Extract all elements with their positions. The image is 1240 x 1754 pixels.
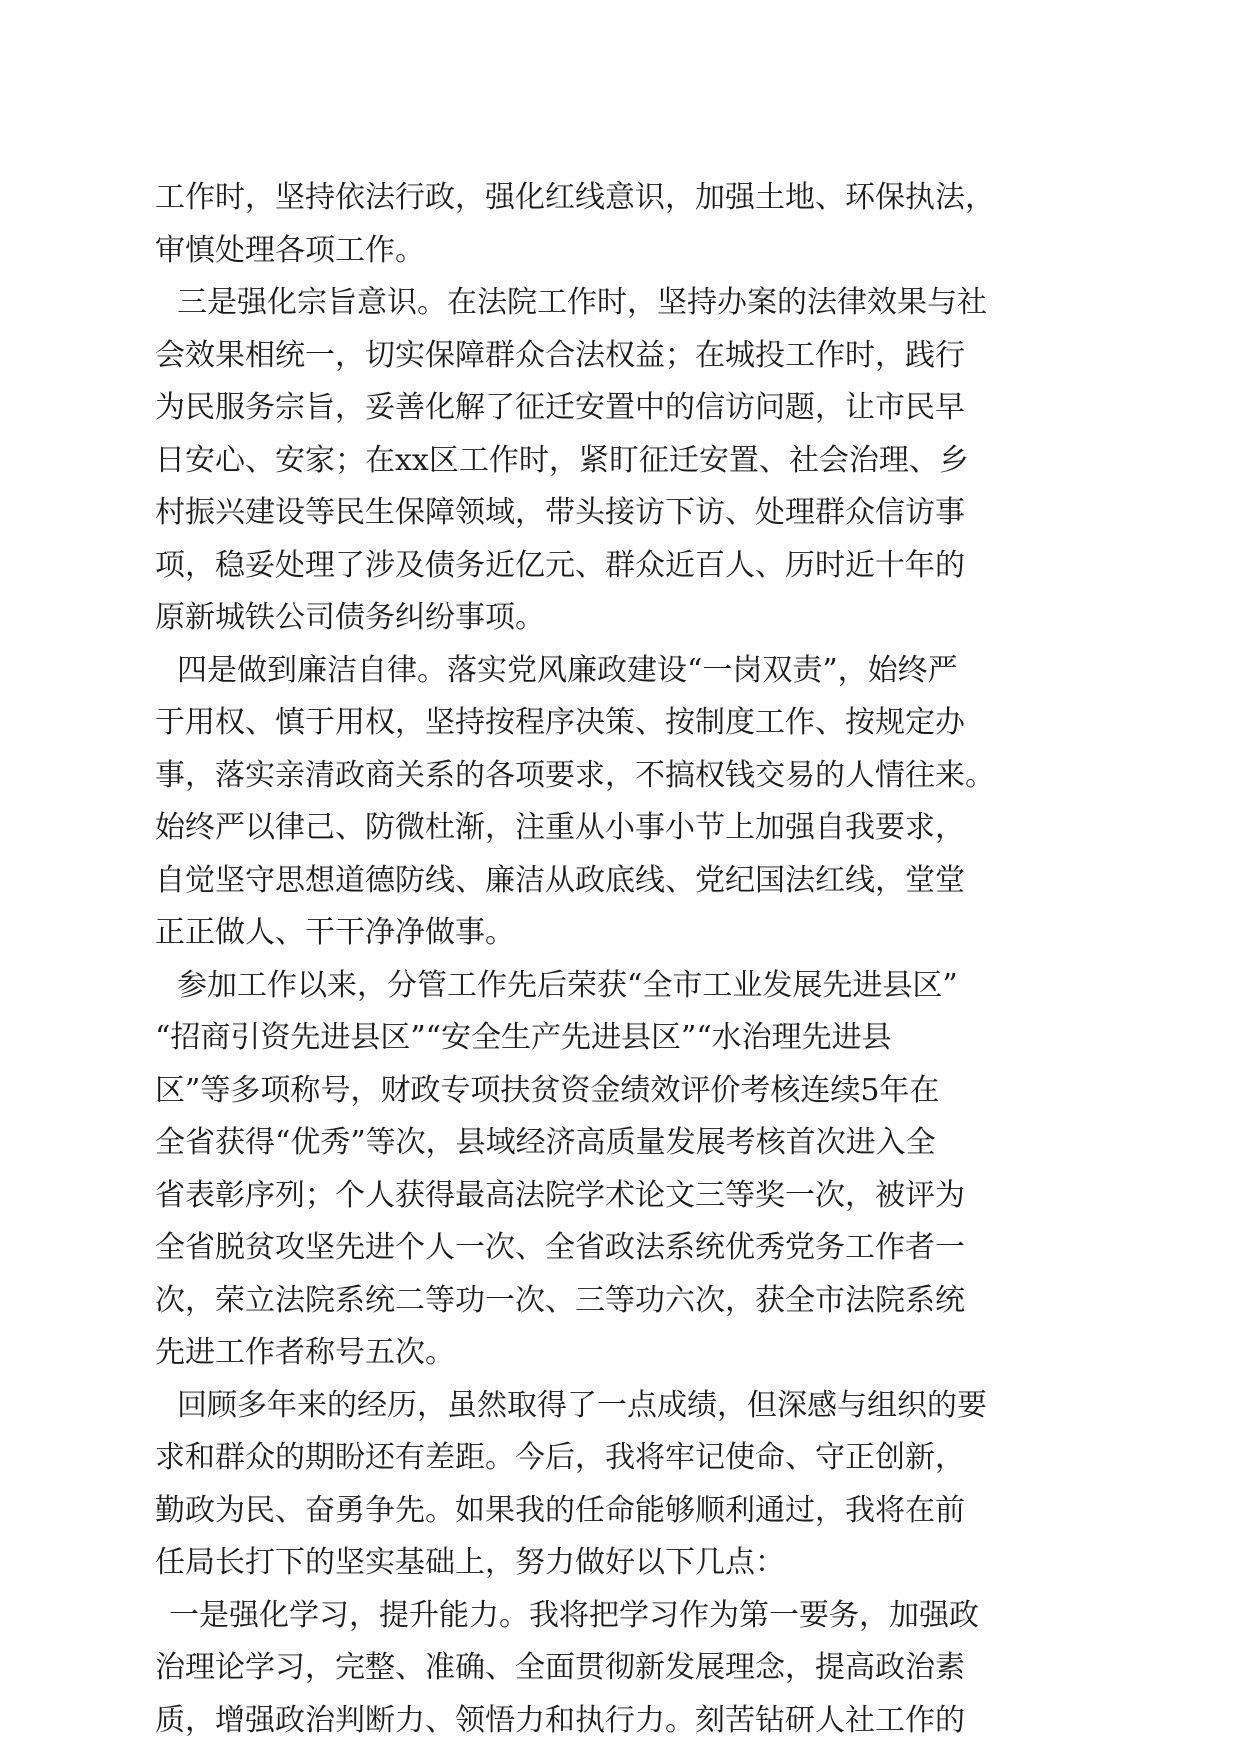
text-line: 治理论学习，完整、准确、全面贯彻新发展理念，提高政治素 [155,1650,965,1685]
text-line: 先进工作者称号五次。 [155,1335,455,1370]
text-line: 会效果相统一，切实保障群众合法权益；在城投工作时，践行 [155,337,965,373]
text-line: 勤政为民、奋勇争先。如果我的任命能够顺利通过，我将在前 [155,1492,965,1528]
text-line: 区”等多项称号，财政专项扶贫资金绩效评价考核连续5年在 [155,1072,940,1108]
text-line: 事，落实亲清政商关系的各项要求，不搞权钱交易的人情往来。 [155,757,995,793]
text-line: 为民服务宗旨，妥善化解了征迁安置中的信访问题，让市民早 [155,390,965,425]
text-line: 全省获得“优秀”等次，县域经济高质量发展考核首次进入全 [155,1125,936,1160]
text-line: 质，增强政治判断力、领悟力和执行力。刻苦钻研人社工作的 [155,1702,965,1738]
text-line: 省表彰序列；个人获得最高法院学术论文三等奖一次，被评为 [155,1177,965,1213]
paragraph-start-line: 回顾多年来的经历，虽然取得了一点成绩，但深感与组织的要 [177,1387,987,1423]
paragraph-start-line: 一是强化学习，提升能力。我将把学习作为第一要务，加强政 [169,1597,979,1633]
text-line: 于用权、慎于用权，坚持按程序决策、按制度工作、按规定办 [155,705,965,740]
paragraph-start-line: 四是做到廉洁自律。落实党风廉政建设“一岗双责”，始终严 [177,652,958,688]
text-line: 全省脱贫攻坚先进个人一次、全省政法系统优秀党务工作者一 [155,1230,965,1265]
text-line: 日安心、安家；在xx区工作时，紧盯征迁安置、社会治理、乡 [155,442,969,478]
text-line: 次，荣立法院系统二等功一次、三等功六次，获全市法院系统 [155,1282,965,1318]
paragraph-start-line: 三是强化宗旨意识。在法院工作时，坚持办案的法律效果与社 [177,285,987,320]
text-line: 任局长打下的坚实基础上，努力做好以下几点： [155,1545,785,1580]
text-line: 工作时，坚持依法行政，强化红线意识，加强土地、环保执法， [155,180,995,215]
text-line: 求和群众的期盼还有差距。今后，我将牢记使命、守正创新， [155,1440,965,1475]
text-line: 原新城铁公司债务纠纷事项。 [155,600,545,635]
text-line: 始终严以律己、防微杜渐，注重从小事小节上加强自我要求， [155,810,965,845]
text-line: 项，稳妥处理了涉及债务近亿元、群众近百人、历时近十年的 [155,547,965,583]
text-line: 自觉坚守思想道德防线、廉洁从政底线、党纪国法红线，堂堂 [155,862,965,898]
text-line: 村振兴建设等民生保障领域，带头接访下访、处理群众信访事 [155,495,965,530]
document-body [155,172,1085,1747]
text-line: 正正做人、干干净净做事。 [155,915,515,950]
text-line: “招商引资先进县区”“安全生产先进县区”“水治理先进县 [155,1020,892,1055]
text-line: 审慎处理各项工作。 [155,232,425,268]
paragraph-start-line: 参加工作以来，分管工作先后荣获“全市工业发展先进县区” [177,967,958,1003]
